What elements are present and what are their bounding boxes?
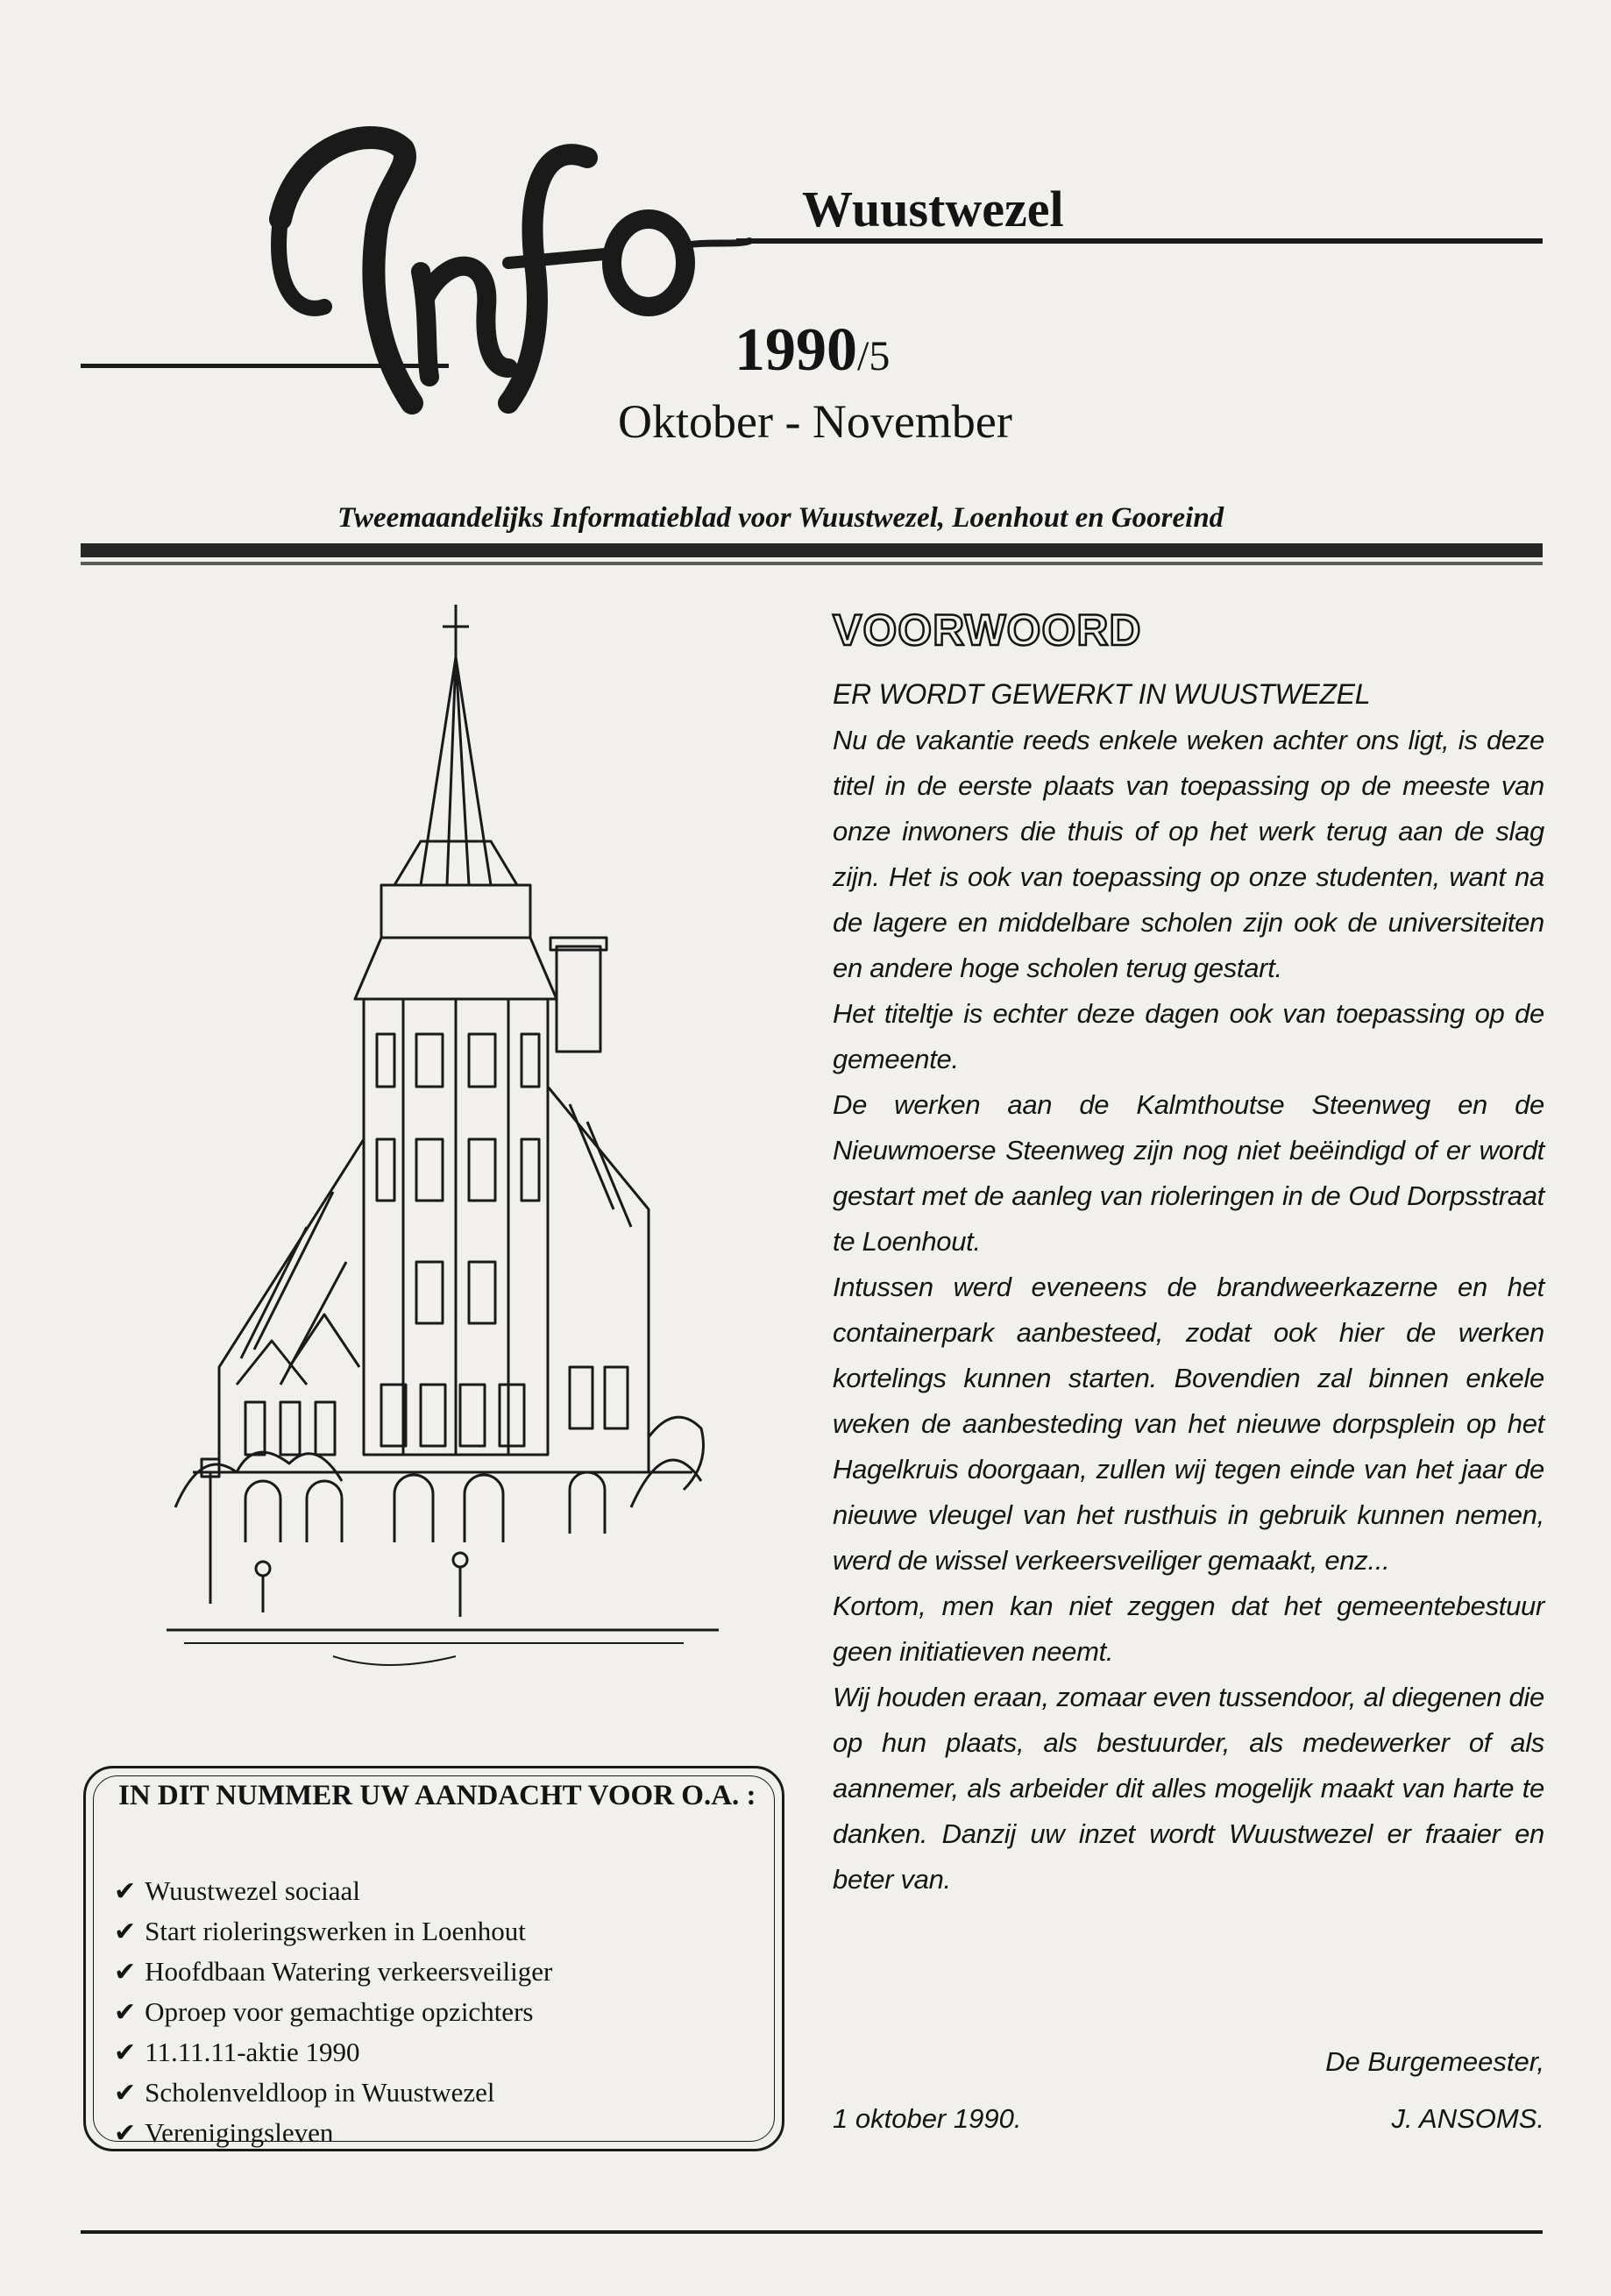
masthead-band (81, 543, 1543, 557)
list-item (114, 2113, 552, 2153)
town-hall-drawing-icon (158, 596, 727, 1735)
article-subhead: ER WORDT GEWERKT IN WUUSTWEZEL (833, 678, 1371, 710)
check-icon: ✔ (114, 2118, 137, 2149)
issue-number (735, 315, 890, 386)
list-item (114, 1992, 552, 2032)
issue-sub: /5 (857, 333, 891, 379)
article-paragraph: De werken aan de Kalmthoutse Steenweg en de Nieuwmoerse Steenweg zijn nog niet beëindigd of er wordt gestart met de aanleg van rioleringen in de Oud Dorpsstraat te Loenhout. (833, 1089, 1544, 1257)
masthead-rule-left (81, 364, 449, 368)
issue-months: Oktober - November (618, 395, 1012, 448)
article-paragraph: Het titeltje is echter deze dagen ook van toepassing op de gemeente. (833, 998, 1544, 1074)
article-paragraph: Kortom, men kan niet zeggen dat het gemeentebestuur geen initiatieven neemt. (833, 1591, 1544, 1667)
box-title: IN DIT NUMMER UW AANDACHT VOOR O.A. : (118, 1780, 756, 1811)
check-icon: ✔ (114, 1876, 137, 1907)
list-item (114, 2032, 552, 2073)
town-title: Wuustwezel (802, 181, 1064, 237)
masthead-rule-right (736, 238, 1543, 244)
article-date: 1 oktober 1990. (833, 2103, 1022, 2134)
tagline: Tweemaandelijks Informatieblad voor Wuustwezel, Loenhout en Gooreind (337, 502, 1224, 534)
issue-year: 1990 (735, 316, 857, 384)
box-list (114, 1871, 552, 2153)
list-item (114, 1911, 552, 1952)
check-icon: ✔ (114, 1917, 137, 1947)
list-item-label: Scholenveldloop in Wuustwezel (145, 2077, 495, 2108)
list-item-label: 11.11.11-aktie 1990 (145, 2037, 360, 2067)
svg-text:Info: Info (456, 421, 458, 422)
foreword-article (833, 605, 1544, 1903)
signature-name: J. ANSOMS. (1391, 2103, 1544, 2134)
article-paragraph: Intussen werd eveneens de brandweerkazerne en het containerpark aanbesteed, zodat ook hier de werken kortelings kunnen starten. Bovendien zal binnen enkele weken de aanbesteding van het nieuwe dorpsplein op het Hagelkruis doorgaan, zullen wij tegen einde van het jaar de nieuwe vleugel van het rusthuis in gebruik kunnen nemen, werd de wissel verkeersveiliger gemaakt, enz... (833, 1272, 1544, 1576)
article-paragraph: Wij houden eraan, zomaar even tussendoor, al diegenen die op hun plaats, als bestuurder, als medewerker of als aannemer, als arbeider dit alles mogelijk maakt van harte te danken. Danzij uw inzet wordt Wuustwezel er fraaier en beter van. (833, 1682, 1544, 1895)
article-headline: VOORWOORD (833, 606, 1142, 655)
list-item-label: Wuustwezel sociaal (145, 1875, 360, 1906)
check-icon: ✔ (114, 2037, 137, 2068)
list-item (114, 2073, 552, 2113)
article-paragraph: Nu de vakantie reeds enkele weken achter ons ligt, is deze titel in de eerste plaats van toepassing op de meeste van onze inwoners die thuis of op het werk terug aan de slag zijn. Het is ook van toepassing op onze studenten, want na de lagere en middelbare scholen zijn ook de universiteiten en andere hoge scholen terug gestart. (833, 725, 1544, 983)
footer-rule (81, 2230, 1543, 2234)
list-item-label: Hoofdbaan Watering verkeersveiliger (145, 1956, 553, 1987)
check-icon: ✔ (114, 2078, 137, 2108)
list-item-label: Verenigingsleven (145, 2117, 334, 2148)
list-item-label: Start rioleringswerken in Loenhout (145, 1916, 526, 1946)
list-item (114, 1952, 552, 1992)
masthead-band-thin (81, 562, 1543, 565)
check-icon: ✔ (114, 1997, 137, 2028)
list-item (114, 1871, 552, 1911)
signature-title: De Burgemeester, (1325, 2046, 1544, 2077)
info-logo (245, 88, 754, 429)
list-item-label: Oproep voor gemachtige opzichters (145, 1996, 534, 2027)
check-icon: ✔ (114, 1957, 137, 1988)
